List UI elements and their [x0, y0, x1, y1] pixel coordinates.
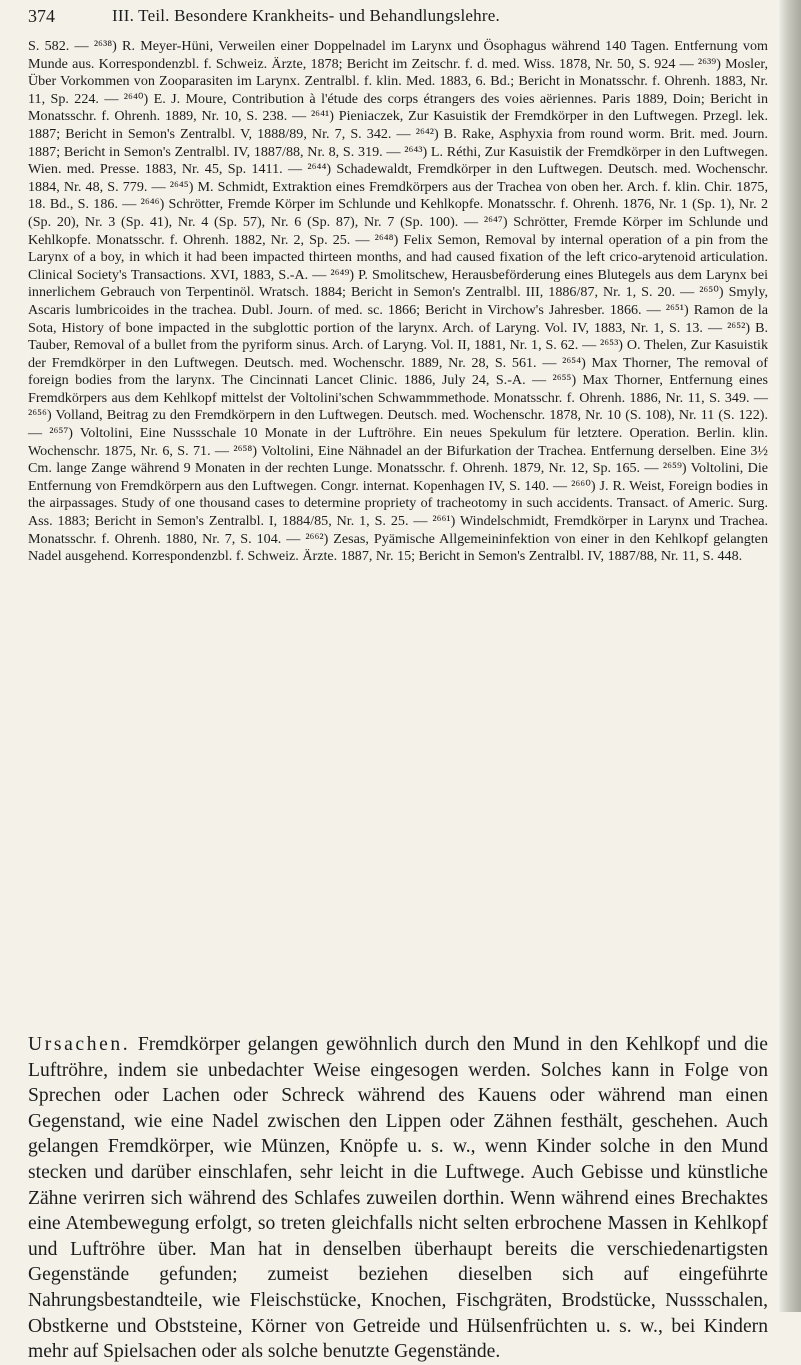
reference-text: S. 582. — ²⁶³⁸) R. Meyer-Hüni, Verweilen einer Doppelnadel im Larynx und Ösophagus während 140 Tagen. Entfernung vom Munde aus. Korrespondenzbl. f. Schweiz. Ärzte, 1878; Bericht im Zeitschr. f. d. med. Wiss. 1878, Nr. 50, S. 924 — ²⁶³⁹) Mosler, Über Vorkommen von Zooparasiten im Larynx. Zentralbl. f. klin. Med. 1883, 6. Bd.; Bericht in Monatsschr. f. Ohrenh. 1883, Nr. 11, Sp. 224. — ²⁶⁴⁰) E. J. Moure, Contribution à l'étude des corps étrangers des voies aëriennes. Paris 1889, Doin; Bericht in Monatsschr. f. Ohrenh. 1889, Nr. 10, S. 238. — ²⁶⁴¹) Pieniaczek, Zur Kasuistik der Fremdkörper in den Luftwegen. Przegl. lek. 1887; Bericht in Semon's Zentralbl. V, 1888/89, Nr. 7, S. 342. — ²⁶⁴²) B. Rake, Asphyxia from round worm. Brit. med. Journ. 1887; Bericht in Semon's Zentralbl. IV, 1887/88, Nr. 8, S. 319. — ²⁶⁴³) L. Réthi, Zur Kasuistik der Fremdkörper in den Luftwegen. Wien. med. Presse. 1883, Nr. 45, Sp. 1411. — ²⁶⁴⁴) Schadewaldt, Fremdkörper in den Luftwegen. Deutsch. med. Wochenschr. 1884, Nr. 48, S. 779. — ²⁶⁴⁵) M. Schmidt, Extraktion eines Fremdkörpers aus der Trachea von oben her. Arch. f. klin. Chir. 1875, 18. Bd., S. 186. — ²⁶⁴⁶) Schrötter, Fremde Körper im Schlunde und Kehlkopfe. Monatsschr. f. Ohrenh. 1876, Nr. 1 (Sp. 1), Nr. 2 (Sp. 20), Nr. 3 (Sp. 41), Nr. 4 (Sp. 57), Nr. 6 (Sp. 87), Nr. 7 (Sp. 100). — ²⁶⁴⁷) Schrötter, Fremde Körper im Schlunde und Kehlkopfe. Monatsschr. f. Ohrenh. 1882, Nr. 2, Sp. 25. — ²⁶⁴⁸) Felix Semon, Removal by internal operation of a pin from the Larynx of a boy, in which it had been impacted thirteen months, and had caused fixation of the left crico-arytenoid articulation. Clinical Society's Transactions. XVI, 1883, S.-A. — ²⁶⁴⁹) P. Smolitschew, Herausbeförderung eines Blutegels aus dem Larynx bei innerlichem Gebrauch von Terpentinöl. Wratsch. 1884; Bericht in Semon's Zentralbl. III, 1886/87, Nr. 1, S. 20. — ²⁶⁵⁰) Smyly, Ascaris lumbricoides in the trachea. Dubl. Journ. of med. sc. 1866; Bericht in Virchow's Jahresber. 1866. — ²⁶⁵¹) Ramon de la Sota, History of bone impacted in the subglottic portion of the larynx. Arch. of Laryng. Vol. IV, 1883, Nr. 1, S. 13. — ²⁶⁵²) B. Tauber, Removal of a bullet from the pyriform sinus. Arch. of Laryng. Vol. II, 1881, Nr. 1, S. 62. — ²⁶⁵³) O. Thelen, Zur Kasuistik der Fremdkörper in den Luftwegen. Deutsch. med. Wochenschr. 1889, Nr. 28, S. 561. — ²⁶⁵⁴) Max Thorner, The removal of foreign bodies from the larynx. The Cincinnati Lancet Clinic. 1886, July 24, S.-A. — ²⁶⁵⁵) Max Thorner, Entfernung eines Fremdkörpers aus dem Kehlkopf mittelst der Voltolini'schen Schwammmethode. Monatsschr. f. Ohrenh. 1886, Nr. 11, S. 349. — ²⁶⁵⁶) Volland, Beitrag zu den Fremdkörpern in den Luftwegen. Deutsch. med. Wochenschr. 1878, Nr. 10 (S. 108), Nr. 11 (S. 122). — ²⁶⁵⁷) Voltolini, Eine Nussschale 10 Monate in der Luftröhre. Ein neues Spekulum für letztere. Operation. Berlin. klin. Wochenschr. 1875, Nr. 6, S. 71. — ²⁶⁵⁸) Voltolini, Eine Nähnadel an der Bifurkation der Trachea. Entfernung derselben. Eine 3½ Cm. lange Zange während 9 Monaten in der rechten Lunge. Monatsschr. f. Ohrenh. 1879, Nr. 12, Sp. 165. — ²⁶⁵⁹) Voltolini, Die Entfernung von Fremdkörpern aus den Luftwegen. Congr. internat. Kopenhagen IV, S. 140. — ²⁶⁶⁰) J. R. Weist, Foreign bodies in the airpassages. Study of one thousand cases to determine propriety of tracheotomy in such accidents. Transact. of Americ. Surg. Ass. 1883; Bericht in Semon's Zentralbl. I, 1884/85, Nr. 1, S. 25. — ²⁶⁶¹) Windelschmidt, Fremdkörper in Larynx und Trachea. Monatsschr. f. Ohrenh. 1880, Nr. 7, S. 104. — ²⁶⁶²) Zesas, Pyämische Allgemeininfektion von einer in den Kehlkopf gelangten Nadel ausgehend. Korrespondenzbl. f. Schweiz. Ärzte. 1887, Nr. 15; Bericht in Semon's Zentralbl. IV, 1887/88, Nr. 11, S. 448. [28, 38, 768, 565]
page-header [28, 6, 768, 32]
section-ursachen [28, 1032, 768, 1365]
reference-footnotes [28, 38, 768, 566]
section-heading: Ursachen. [28, 1034, 131, 1055]
running-head: III. Teil. Besondere Krankheits- und Behandlungslehre. [112, 6, 500, 25]
page-edge-shadow [779, 0, 801, 1312]
section-body: Fremdkörper gelangen gewöhnlich durch den Mund in den Kehlkopf und die Luftröhre, indem sie unbedachter Weise eingesogen werden. Solches kann in Folge von Sprechen oder Lachen oder Schreck während des Kauens oder während man einen Gegenstand, wie eine Nadel zwischen den Lippen oder Zähnen festhält, geschehen. Auch gelangen Fremdkörper, wie Münzen, Knöpfe u. s. w., wenn Kinder solche in den Mund stecken und darüber einschlafen, sehr leicht in die Luftwege. Auch Gebisse und künstliche Zähne verirren sich während des Schlafes zuweilen dorthin. Wenn während eines Brechaktes eine Atembewegung erfolgt, so treten gleichfalls nicht selten erbrochene Massen in Kehlkopf und Luftröhre über. Man hat in denselben überhaupt bereits die verschiedenartigsten Gegenstände gefunden; zumeist beziehen dieselben sich auf eingeführte Nahrungsbestandteile, wie Fleischstücke, Knochen, Fischgräten, Brodstücke, Nussschalen, Obstkerne und Obststeine, Körner von Getreide und Hülsenfrüchten u. s. w., bei Kindern mehr auf Spielsachen oder als solche benutzte Gegenstände. [28, 1034, 768, 1363]
page-number: 374 [28, 6, 55, 26]
